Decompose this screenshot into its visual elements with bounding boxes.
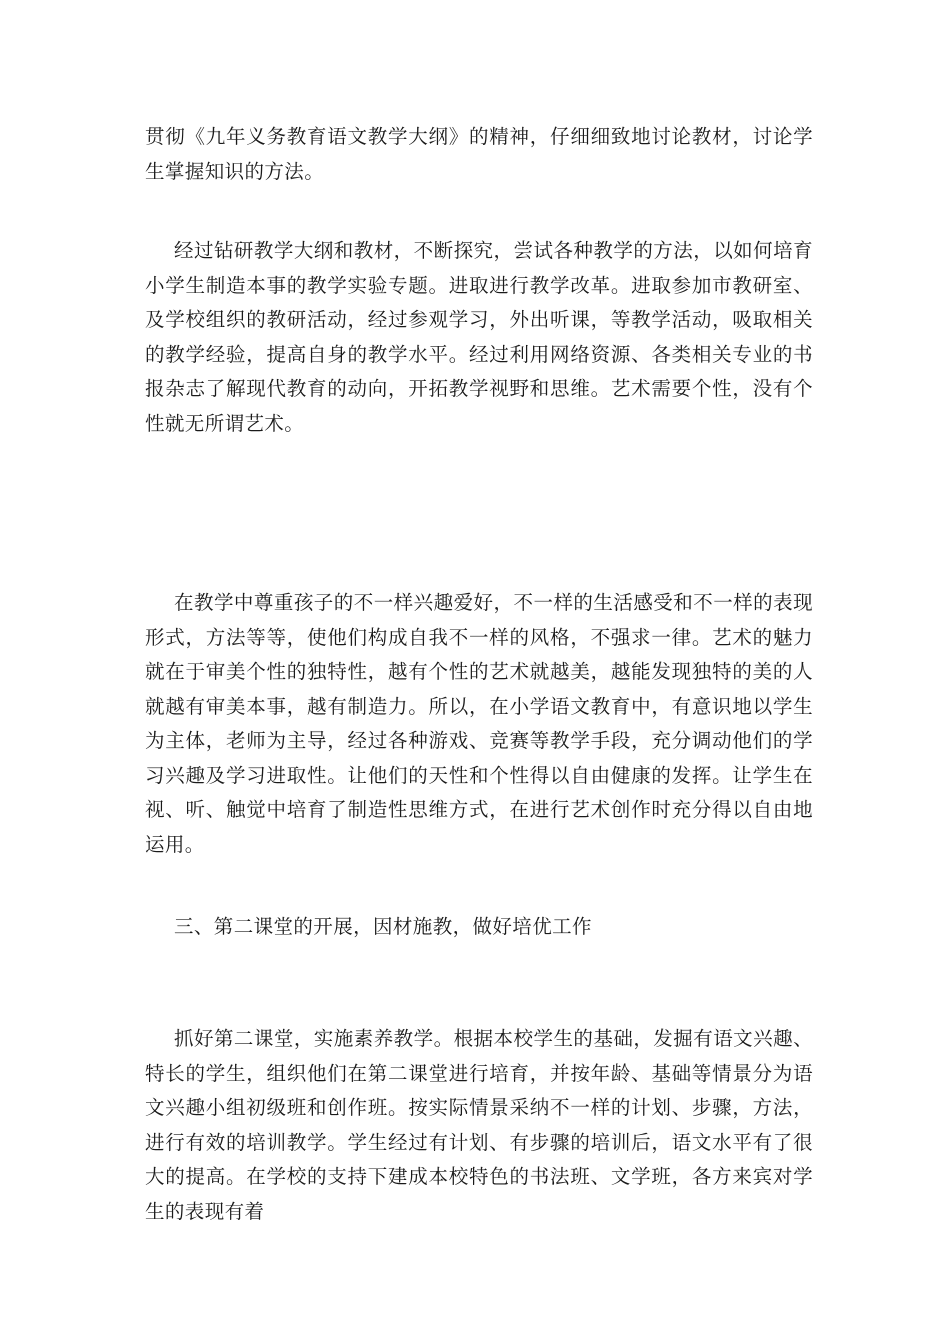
paragraph-teaching-research: 经过钻研教学大纲和教材，不断探究，尝试各种教学的方法，以如何培育小学生制造本事的教学实验专题。进取进行教学改革。进取参加市教研室、及学校组织的教研活动，经过参观学习，外出听课，等教学活动，吸取相关的教学经验，提高自身的教学水平。经过利用网络资源、各类相关专业的书报杂志了解现代教育的动向，开拓教学视野和思维。艺术需要个性，没有个性就无所谓艺术。 [145,239,813,435]
paragraph-second-classroom: 抓好第二课堂，实施素养教学。根据本校学生的基础，发掘有语文兴趣、特长的学生，组织他们在第二课堂进行培育，并按年龄、基础等情景分为语文兴趣小组初级班和创作班。按实际情景采纳不一样的计划、步骤，方法，进行有效的培训教学。学生经过有计划、有步骤的培训后，语文水平有了很大的提高。在学校的支持下建成本校特色的书法班、文学班，各方来宾对学生的表现有着 [145,1027,813,1223]
section-heading: 三、第二课堂的开展，因材施教，做好培优工作 [174,915,592,938]
paragraph-syllabus: 贯彻《九年义务教育语文教学大纲》的精神，仔细细致地讨论教材，讨论学生掌握知识的方法。 [145,125,813,183]
paragraph-individuality: 在教学中尊重孩子的不一样兴趣爱好，不一样的生活感受和不一样的表现形式，方法等等，使他们构成自我不一样的风格，不强求一律。艺术的魅力就在于审美个性的独特性，越有个性的艺术就越美，越能发现独特的美的人就越有审美本事，越有制造力。所以，在小学语文教育中，有意识地以学生为主体，老师为主导，经过各种游戏、竞赛等教学手段，充分调动他们的学习兴趣及学习进取性。让他们的天性和个性得以自由健康的发挥。让学生在视、听、触觉中培育了制造性思维方式，在进行艺术创作时充分得以自由地运用。 [145,591,813,856]
